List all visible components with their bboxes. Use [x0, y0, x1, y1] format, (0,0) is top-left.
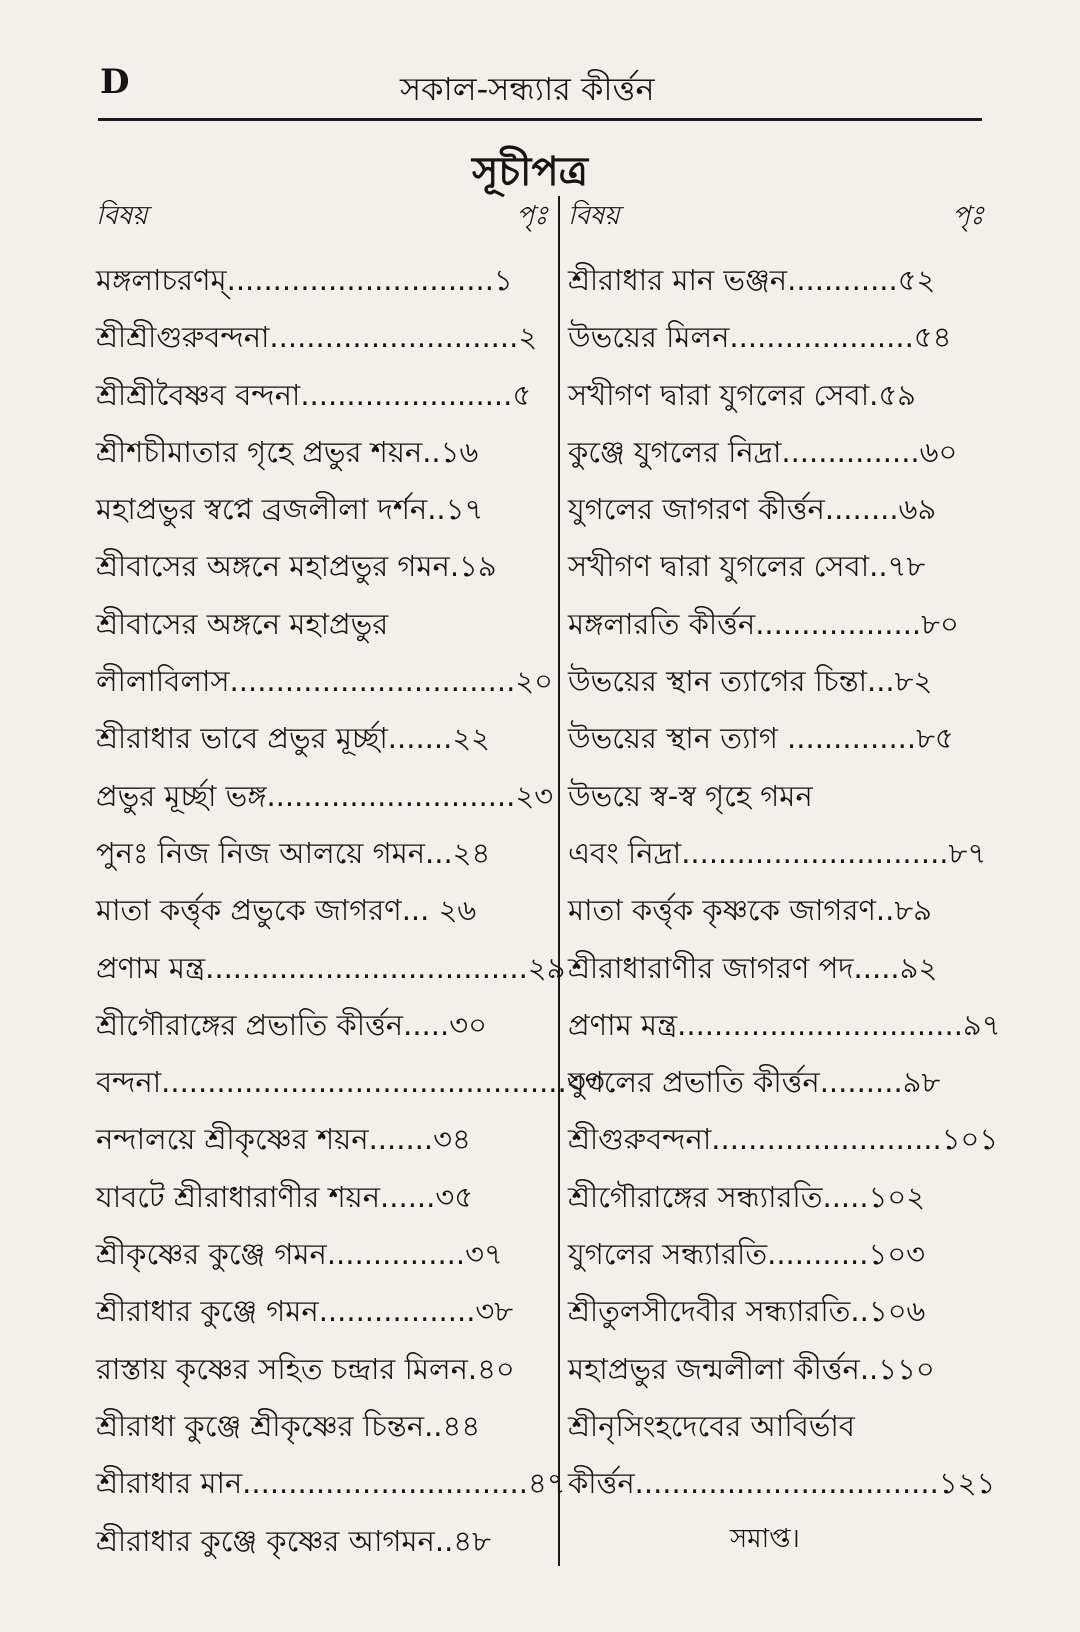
toc-entry	[568, 538, 984, 595]
toc-entry-text: শ্রীনৃসিংহদেবের আবির্ভাব	[568, 1408, 855, 1443]
toc-entry	[568, 252, 984, 309]
toc-entry	[96, 1054, 605, 1111]
toc-entry-text: প্রণাম মন্ত্র...................................২৯	[96, 950, 566, 985]
toc-entry-text: শ্রীরাধার কুঞ্জে গমন.................৩৮	[96, 1294, 514, 1329]
toc-entry-text: সখীগণ দ্বারা যুগলের সেবা..৭৮	[568, 549, 926, 584]
toc-entry-text: শ্রীশ্রীবৈষ্ণব বন্দনা.......................৫	[96, 377, 532, 412]
toc-entry-text: এবং নিদ্রা.............................৮৭	[568, 835, 987, 870]
toc-entry-text: মঙ্গলাচরণম্.............................১	[96, 263, 513, 297]
toc-entry	[568, 940, 984, 997]
toc-entry	[96, 768, 554, 825]
column-header	[568, 196, 984, 252]
toc-entry-text: যুগলের প্রভাতি কীর্ত্তন.........৯৮	[568, 1065, 941, 1100]
toc-entry	[96, 1341, 548, 1398]
toc-entry	[568, 825, 987, 882]
toc-entry	[96, 1513, 548, 1570]
page-label: পৃঃ	[516, 201, 548, 231]
toc-entry-text: যাবটে শ্রীরাধারাণীর শয়ন......৩৫	[96, 1179, 474, 1214]
toc-entry-text: শ্রীরাধার ভাবে প্রভুর মূর্চ্ছা.......২২	[96, 721, 491, 756]
toc-entry-text: বন্দনা............................................৩৩	[96, 1065, 605, 1100]
toc-entry	[568, 1398, 984, 1455]
toc-entry	[568, 1455, 996, 1512]
toc-entry-text: কীর্ত্তন.................................১২১	[568, 1466, 996, 1501]
toc-entry	[568, 997, 1001, 1054]
page-label: পৃঃ	[952, 201, 984, 231]
toc-entry	[568, 653, 984, 710]
toc-entry	[568, 882, 984, 939]
toc-entry-text: শ্রীগৌরাঙ্গের প্রভাতি কীর্ত্তন.....৩০	[96, 1007, 487, 1042]
subject-label: বিষয়	[96, 201, 148, 231]
toc-title: সূচীপত্র	[472, 149, 588, 195]
toc-entry	[96, 940, 566, 997]
toc-entry-text: শ্রীরাধার মান...............................৪৭	[96, 1466, 566, 1501]
column-divider	[558, 196, 560, 1566]
toc-entry-text: মাতা কর্ত্তৃক প্রভুকে জাগরণ... ২৬	[96, 893, 477, 928]
toc-entry-text: শ্রীতুলসীদেবীর সন্ধ্যারতি..১০৬	[568, 1294, 926, 1329]
toc-entry	[96, 882, 548, 939]
toc-entry-text: প্রণাম মন্ত্র...............................৯৭	[568, 1007, 1001, 1042]
toc-entry-text: উভয়ের স্থান ত্যাগ ..............৮৫	[568, 721, 954, 756]
toc-right-column	[568, 196, 1001, 1513]
toc-entry-text: মঙ্গলারতি কীর্ত্তন..................৮০	[568, 606, 959, 641]
toc-entry-text: শ্রীগৌরাঙ্গের সন্ধ্যারতি.....১০২	[568, 1179, 926, 1214]
toc-entry-text: মহাপ্রভুর স্বপ্নে ব্রজলীলা দর্শন..১৭	[96, 492, 484, 527]
toc-entry	[568, 710, 984, 767]
toc-entry	[96, 367, 548, 424]
running-title: সকাল-সন্ধ্যার কীর্ত্তন	[400, 70, 655, 108]
toc-entry	[96, 252, 548, 309]
toc-entry	[568, 424, 984, 481]
toc-entry	[568, 1111, 999, 1168]
toc-entry	[96, 1111, 548, 1168]
toc-entry	[568, 1226, 984, 1283]
toc-entry-text: প্রভুর মূর্চ্ছা ভঙ্গ...........................২৩	[96, 778, 554, 813]
toc-entry	[568, 481, 984, 538]
toc-entry-text: শ্রীগুরুবন্দনা.........................১০১	[568, 1122, 999, 1157]
toc-entry	[568, 309, 984, 366]
toc-entry	[96, 1226, 548, 1283]
toc-entry-text: মাতা কর্ত্তৃক কৃষ্ণকে জাগরণ..৮৯	[568, 893, 932, 928]
toc-entry	[96, 710, 548, 767]
toc-entry	[568, 596, 984, 653]
toc-entry	[568, 1341, 984, 1398]
toc-entry	[568, 768, 984, 825]
toc-entry	[96, 1169, 548, 1226]
toc-entry	[96, 424, 548, 481]
toc-entry	[96, 481, 548, 538]
toc-entry-text: উভয়ের স্থান ত্যাগের চিন্তা...৮২	[568, 664, 933, 699]
toc-entry	[96, 1283, 548, 1340]
toc-entry	[568, 1054, 984, 1111]
toc-left-column	[96, 196, 605, 1570]
toc-entry-text: উভয়ের মিলন....................৫৪	[568, 320, 952, 355]
toc-entry-text: সখীগণ দ্বারা যুগলের সেবা.৫৯	[568, 377, 916, 412]
toc-entry	[96, 653, 554, 710]
toc-entry-text: লীলাবিলাস...............................২০	[96, 664, 554, 699]
toc-entry	[96, 1455, 566, 1512]
toc-entry	[96, 997, 548, 1054]
toc-entry-text: যুগলের জাগরণ কীর্ত্তন........৬৯	[568, 492, 937, 527]
header-rule	[98, 118, 982, 121]
subject-label: বিষয়	[568, 201, 620, 231]
toc-entry	[96, 538, 548, 595]
toc-entry-text: উভয়ে স্ব-স্ব গৃহে গমন	[568, 778, 813, 813]
toc-entry-text: শ্রীরাধারাণীর জাগরণ পদ.....৯২	[568, 950, 938, 985]
column-header	[96, 196, 548, 252]
toc-entry-text: শ্রীরাধার মান ভঞ্জন............৫২	[568, 263, 936, 297]
toc-entry-text: শ্রীবাসের অঙ্গনে মহাপ্রভুর	[96, 606, 389, 641]
toc-entry	[568, 1169, 984, 1226]
toc-entry-text: মহাপ্রভুর জন্মলীলা কীর্ত্তন..১১০	[568, 1351, 935, 1386]
toc-entry-text: শ্রীশচীমাতার গৃহে প্রভুর শয়ন..১৬	[96, 434, 479, 469]
page-letter: D	[100, 62, 130, 102]
toc-entry-text: যুগলের সন্ধ্যারতি...........১০৩	[568, 1237, 926, 1272]
toc-entry-text: নন্দালয়ে শ্রীকৃষ্ণের শয়ন.......৩৪	[96, 1122, 471, 1157]
toc-entry	[568, 1283, 984, 1340]
toc-entry-text: পুনঃ নিজ নিজ আলয়ে গমন...২৪	[96, 835, 491, 870]
toc-entry-text: রাস্তায় কৃষ্ণের সহিত চন্দ্রার মিলন.৪০	[96, 1351, 515, 1386]
toc-entry-text: শ্রীরাধা কুঞ্জে শ্রীকৃষ্ণের চিন্তন..৪৪	[96, 1408, 481, 1443]
toc-entry	[568, 367, 984, 424]
toc-entry-text: শ্রীবাসের অঙ্গনে মহাপ্রভুর গমন.১৯	[96, 549, 497, 584]
toc-entry	[96, 825, 548, 882]
toc-entry	[96, 596, 548, 653]
end-note: সমাপ্ত।	[730, 1524, 800, 1554]
toc-entry-text: শ্রীশ্রীগুরুবন্দনা...........................২	[96, 320, 538, 355]
toc-entry-text: শ্রীকৃষ্ণের কুঞ্জে গমন...............৩৭	[96, 1237, 503, 1272]
toc-entry	[96, 1398, 548, 1455]
toc-entry-text: শ্রীরাধার কুঞ্জে কৃষ্ণের আগমন..৪৮	[96, 1523, 491, 1558]
toc-entry	[96, 309, 548, 366]
toc-entry-text: কুঞ্জে যুগলের নিদ্রা...............৬০	[568, 434, 958, 469]
